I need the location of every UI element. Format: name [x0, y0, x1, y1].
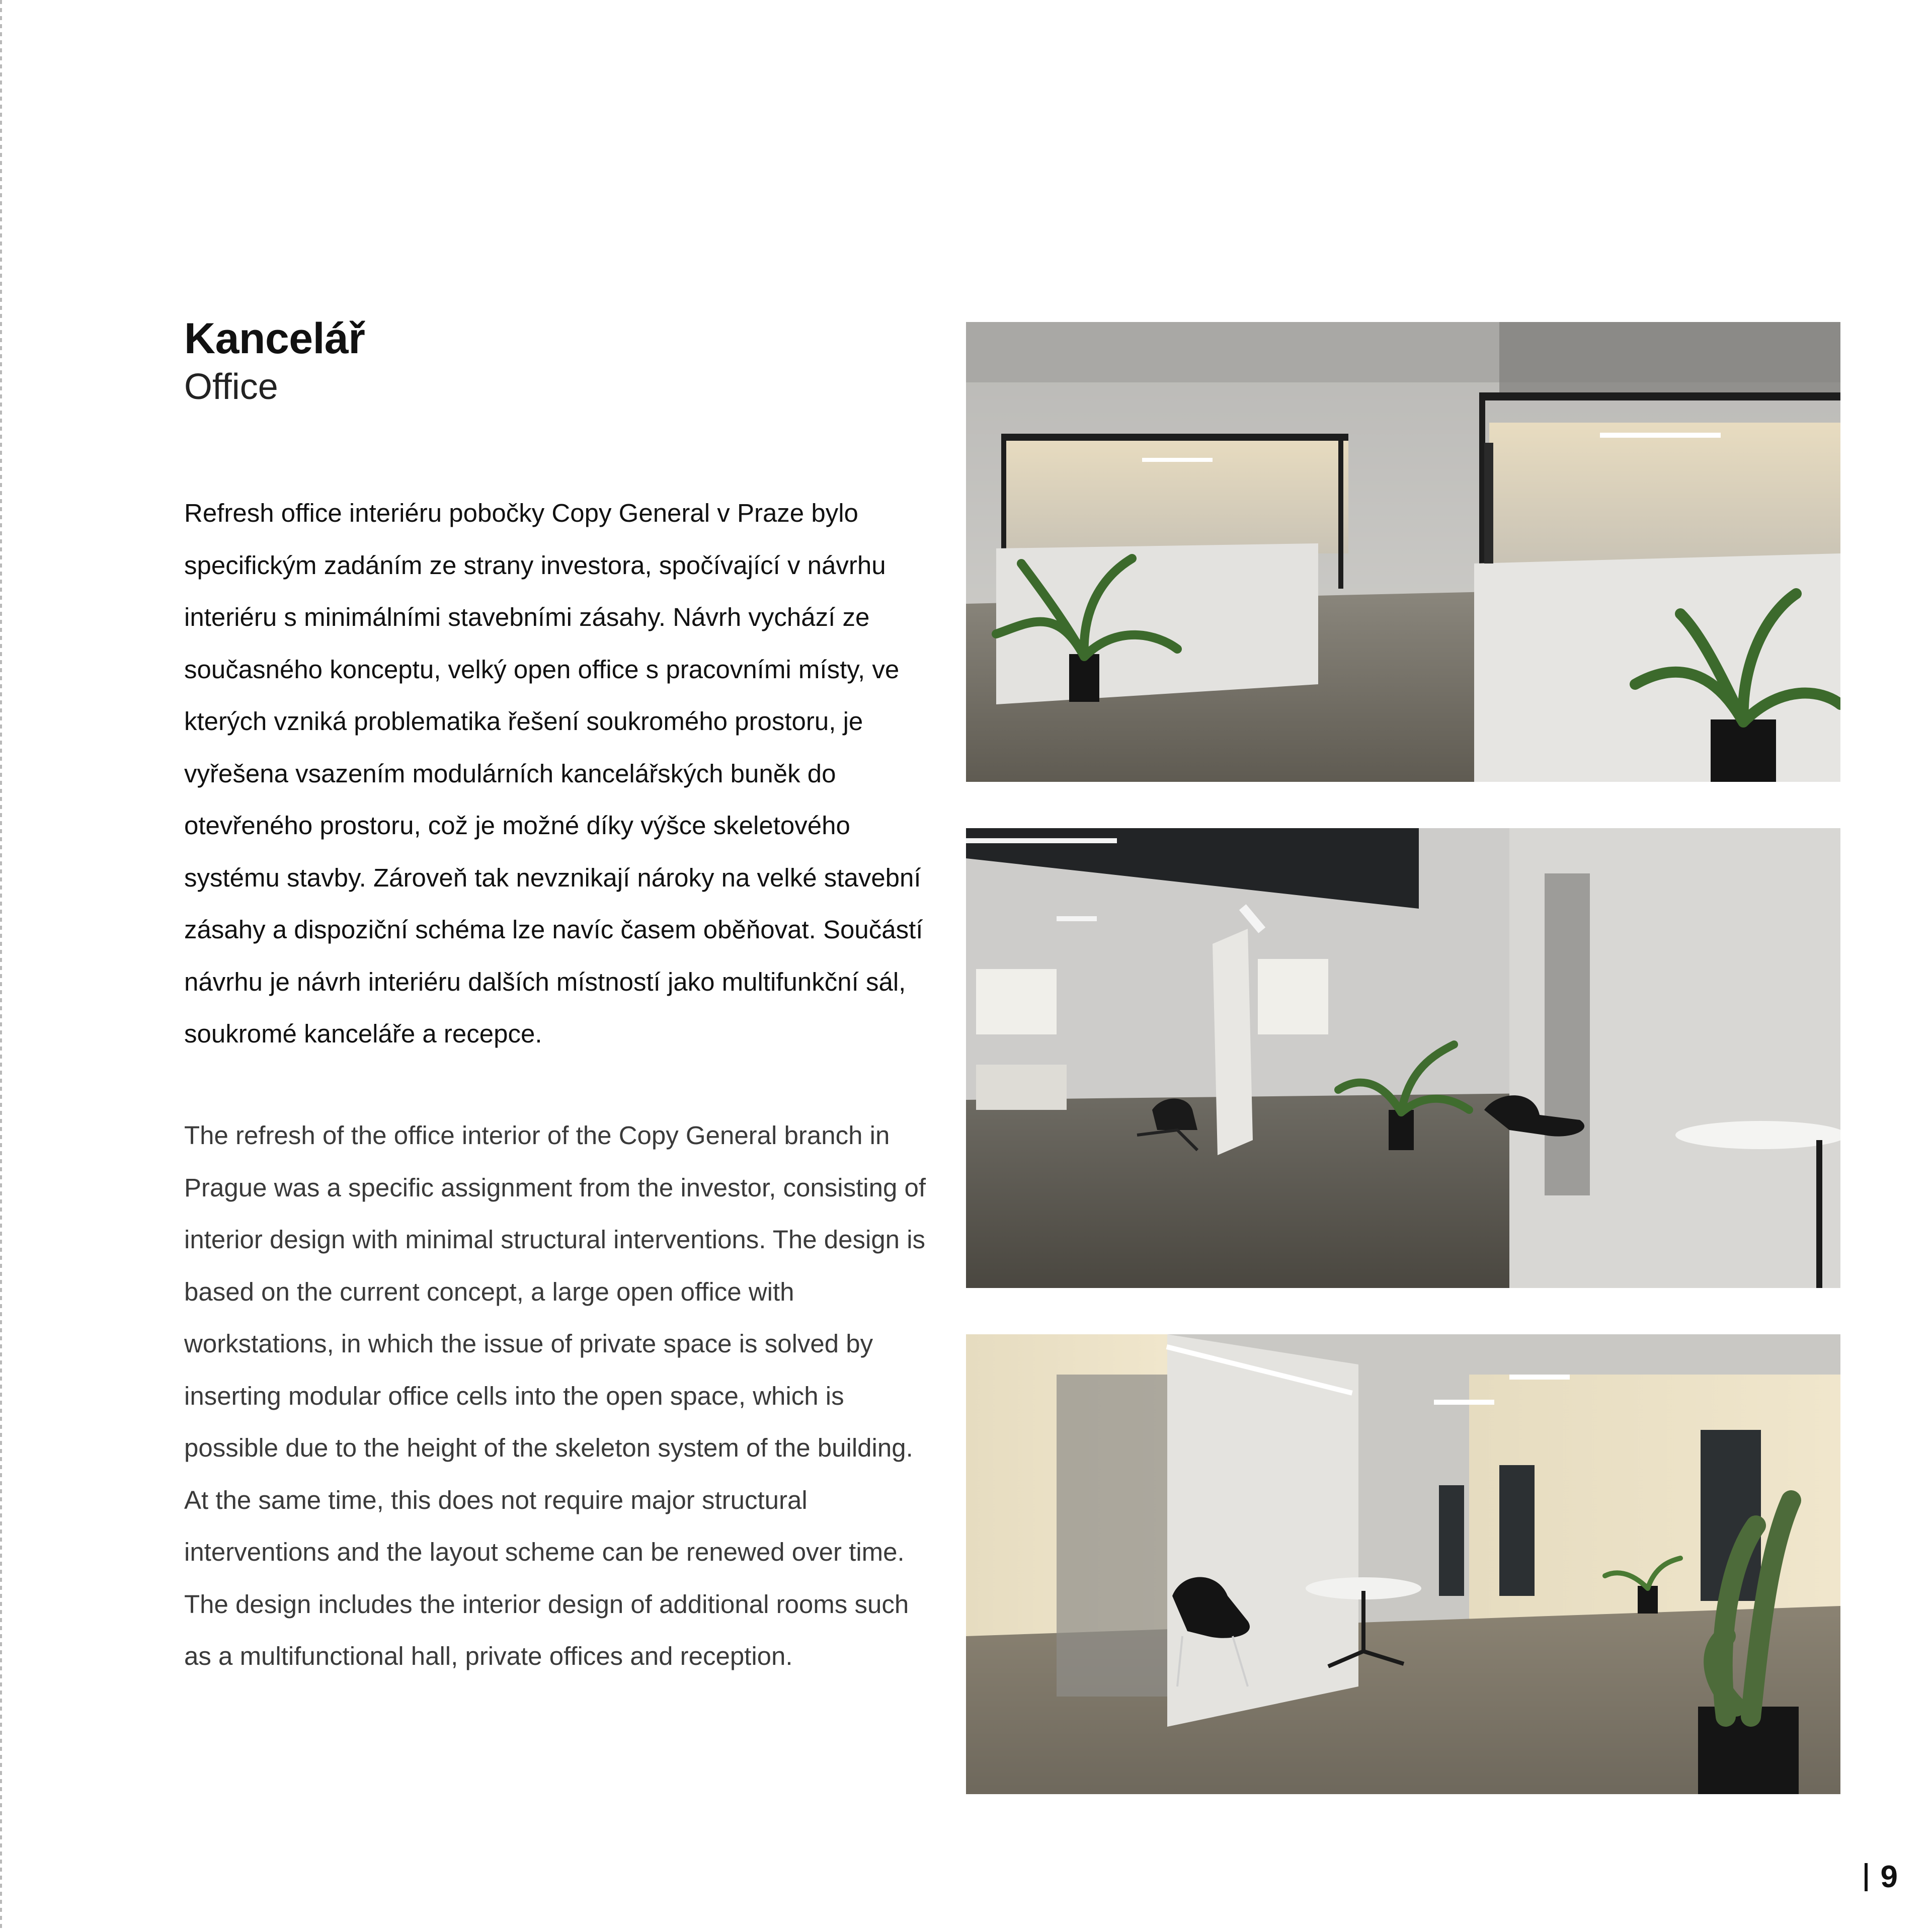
- paragraph-czech: Refresh office interiéru pobočky Copy General v Praze bylo specifickým zadáním ze strany investora, spočívající v návrhu interiéru s minimálními stavebními zásahy. Návrh vychází ze současného konceptu, velký open office s pracovními místy, ve kterých vzniká problematika řešení soukromého prostoru, je vyřešena vsazením modulárních kancelářských buněk do otevřeného prostoru, což je možné díky výšce skeletového systému stavby. Zároveň tak nevznikají nároky na velké stavební zásahy a dispoziční schéma lze navíc časem oběňovat. Součástí návrhu je návrh interiéru dalších místností jako multifunkční sál, soukromé kanceláře a recepce.: [184, 499, 923, 1048]
- office-render-photo-3: [966, 1334, 1840, 1794]
- binding-edge: [0, 0, 4, 1932]
- page-number-value: 9: [1880, 1860, 1898, 1894]
- page-title: Kancelář: [184, 314, 365, 363]
- page-subtitle: Office: [184, 367, 278, 407]
- paragraph-english: The refresh of the office interior of the Copy General branch in Prague was a specific assignment from the investor, consisting of interior design with minimal structural interventions. The design is based on the current concept, a large open office with workstations, in which the issue of private space is solved by inserting modular office cells into the open space, which is possible due to the height of the skeleton system of the building. At the same time, this does not require major structural interventions and the layout scheme can be renewed over time. The design includes the interior design of additional rooms such as a multifunctional hall, private offices and reception.: [184, 1121, 926, 1670]
- office-render-photo-2: [966, 828, 1840, 1288]
- office-render-photo-1: [966, 322, 1840, 782]
- page-number-divider: [1865, 1863, 1868, 1891]
- page-number: [1865, 1859, 1898, 1895]
